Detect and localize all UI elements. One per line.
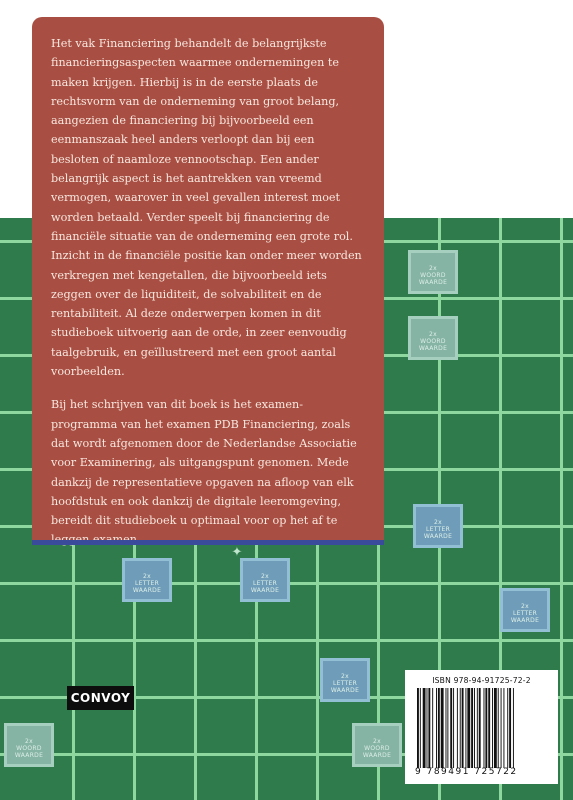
barcode-bar [467, 688, 470, 768]
publisher-logo: CONVOY [67, 686, 134, 710]
barcode-bar [432, 688, 433, 768]
barcode-bar [462, 688, 464, 768]
barcode-bar [441, 688, 444, 768]
barcode-bar [446, 688, 447, 768]
barcode-bar [453, 688, 454, 768]
barcode-bar [474, 688, 475, 768]
letter-value-tile: 2x LETTER WAARDE [320, 658, 370, 702]
word-value-tile: 2x WOORD WAARDE [408, 316, 458, 360]
isbn-label: ISBN 978-94-91725-72-2 [432, 676, 531, 685]
blurb-paragraph-2: Bij het schrijven van dit boek is het examen- programma van het examen PDB Financiering, zoals dat wordt afgenomen door de Nederlandse Associatie voor Examinering, als uitgangspunt genomen. Mede dankzij de representatieve opgaven na afloop van elk hoofdstuk en ook dankzij de digitale leeromgeving, bereidt dit studieboek u optimaal voor op het af te [51, 398, 357, 528]
blurb-paragraph-1: Het vak Financiering behandelt de belangrijkste financieringsaspecten waarmee ondernemingen te maken krijgen. Hierbij is in de eerste plaats de rechtsvorm van de onderneming van groot belang, aangezien de financiering bij bijvoorbeeld een eenmanszaak heel anders verloopt dan bij een besloten of naamloze vennootschap. Een ander belangrijk aspect is het aantrekken van vreemd vermogen, waarover in veel gevallen interest moet worden betaald. Verder speelt bij financiering de financiële situatie van de onderneming een grote rol. Inzicht in de financiële positie kan onder meer worden verkregen met kengetallen, die bijvoorbeeld iets zeggen over de liquiditeit, de solvabiliteit en de rentabiliteit. Al deze onderwerpen komen in dit studieboek uitvoerig aan de orde, in zeer eenvoudig taalgebruik, en geïllustreerd met een groot aantal voorbeelden. [51, 37, 362, 379]
barcode-bars [415, 688, 547, 768]
barcode-bar [485, 688, 487, 768]
star-icon: ✦ [231, 545, 243, 560]
barcode-bar [427, 688, 428, 768]
word-value-tile: 2x WOORD WAARDE [408, 250, 458, 294]
barcode-box [405, 670, 558, 784]
letter-value-tile: 2x LETTER WAARDE [240, 558, 290, 602]
barcode-bar [509, 688, 511, 768]
barcode-bar [479, 688, 481, 768]
back-cover-blurb-panel [32, 17, 384, 540]
barcode-bar [436, 688, 437, 768]
barcode-bar [484, 688, 485, 768]
barcode-bar [488, 688, 490, 768]
word-value-tile: 2x WOORD WAARDE [352, 723, 402, 767]
letter-value-tile: 2x LETTER WAARDE [413, 504, 463, 548]
barcode-bar [460, 688, 461, 768]
barcode-bar [503, 688, 504, 768]
letter-value-tile: 2x LETTER WAARDE [122, 558, 172, 602]
barcode-bar [428, 688, 430, 768]
barcode-bar [438, 688, 440, 768]
barcode-bar [450, 688, 452, 768]
barcode-bar [477, 688, 478, 768]
panel-bottom-rule [32, 540, 384, 545]
barcode-bar [471, 688, 473, 768]
ean-digits: 9 789491 725722 [415, 767, 518, 777]
barcode-bar [492, 688, 493, 768]
barcode-bar [494, 688, 497, 768]
letter-value-tile: 2x LETTER WAARDE [500, 588, 550, 632]
barcode-bar [465, 688, 466, 768]
barcode-bar [501, 688, 502, 768]
barcode-bar [498, 688, 499, 768]
barcode-bar [417, 688, 419, 768]
barcode-bar [507, 688, 508, 768]
barcode-bar [447, 688, 448, 768]
barcode-bar [457, 688, 458, 768]
barcode-bar [420, 688, 421, 768]
barcode-bar [423, 688, 426, 768]
barcode-bar [513, 688, 514, 768]
word-value-tile: 2x WOORD WAARDE [4, 723, 54, 767]
